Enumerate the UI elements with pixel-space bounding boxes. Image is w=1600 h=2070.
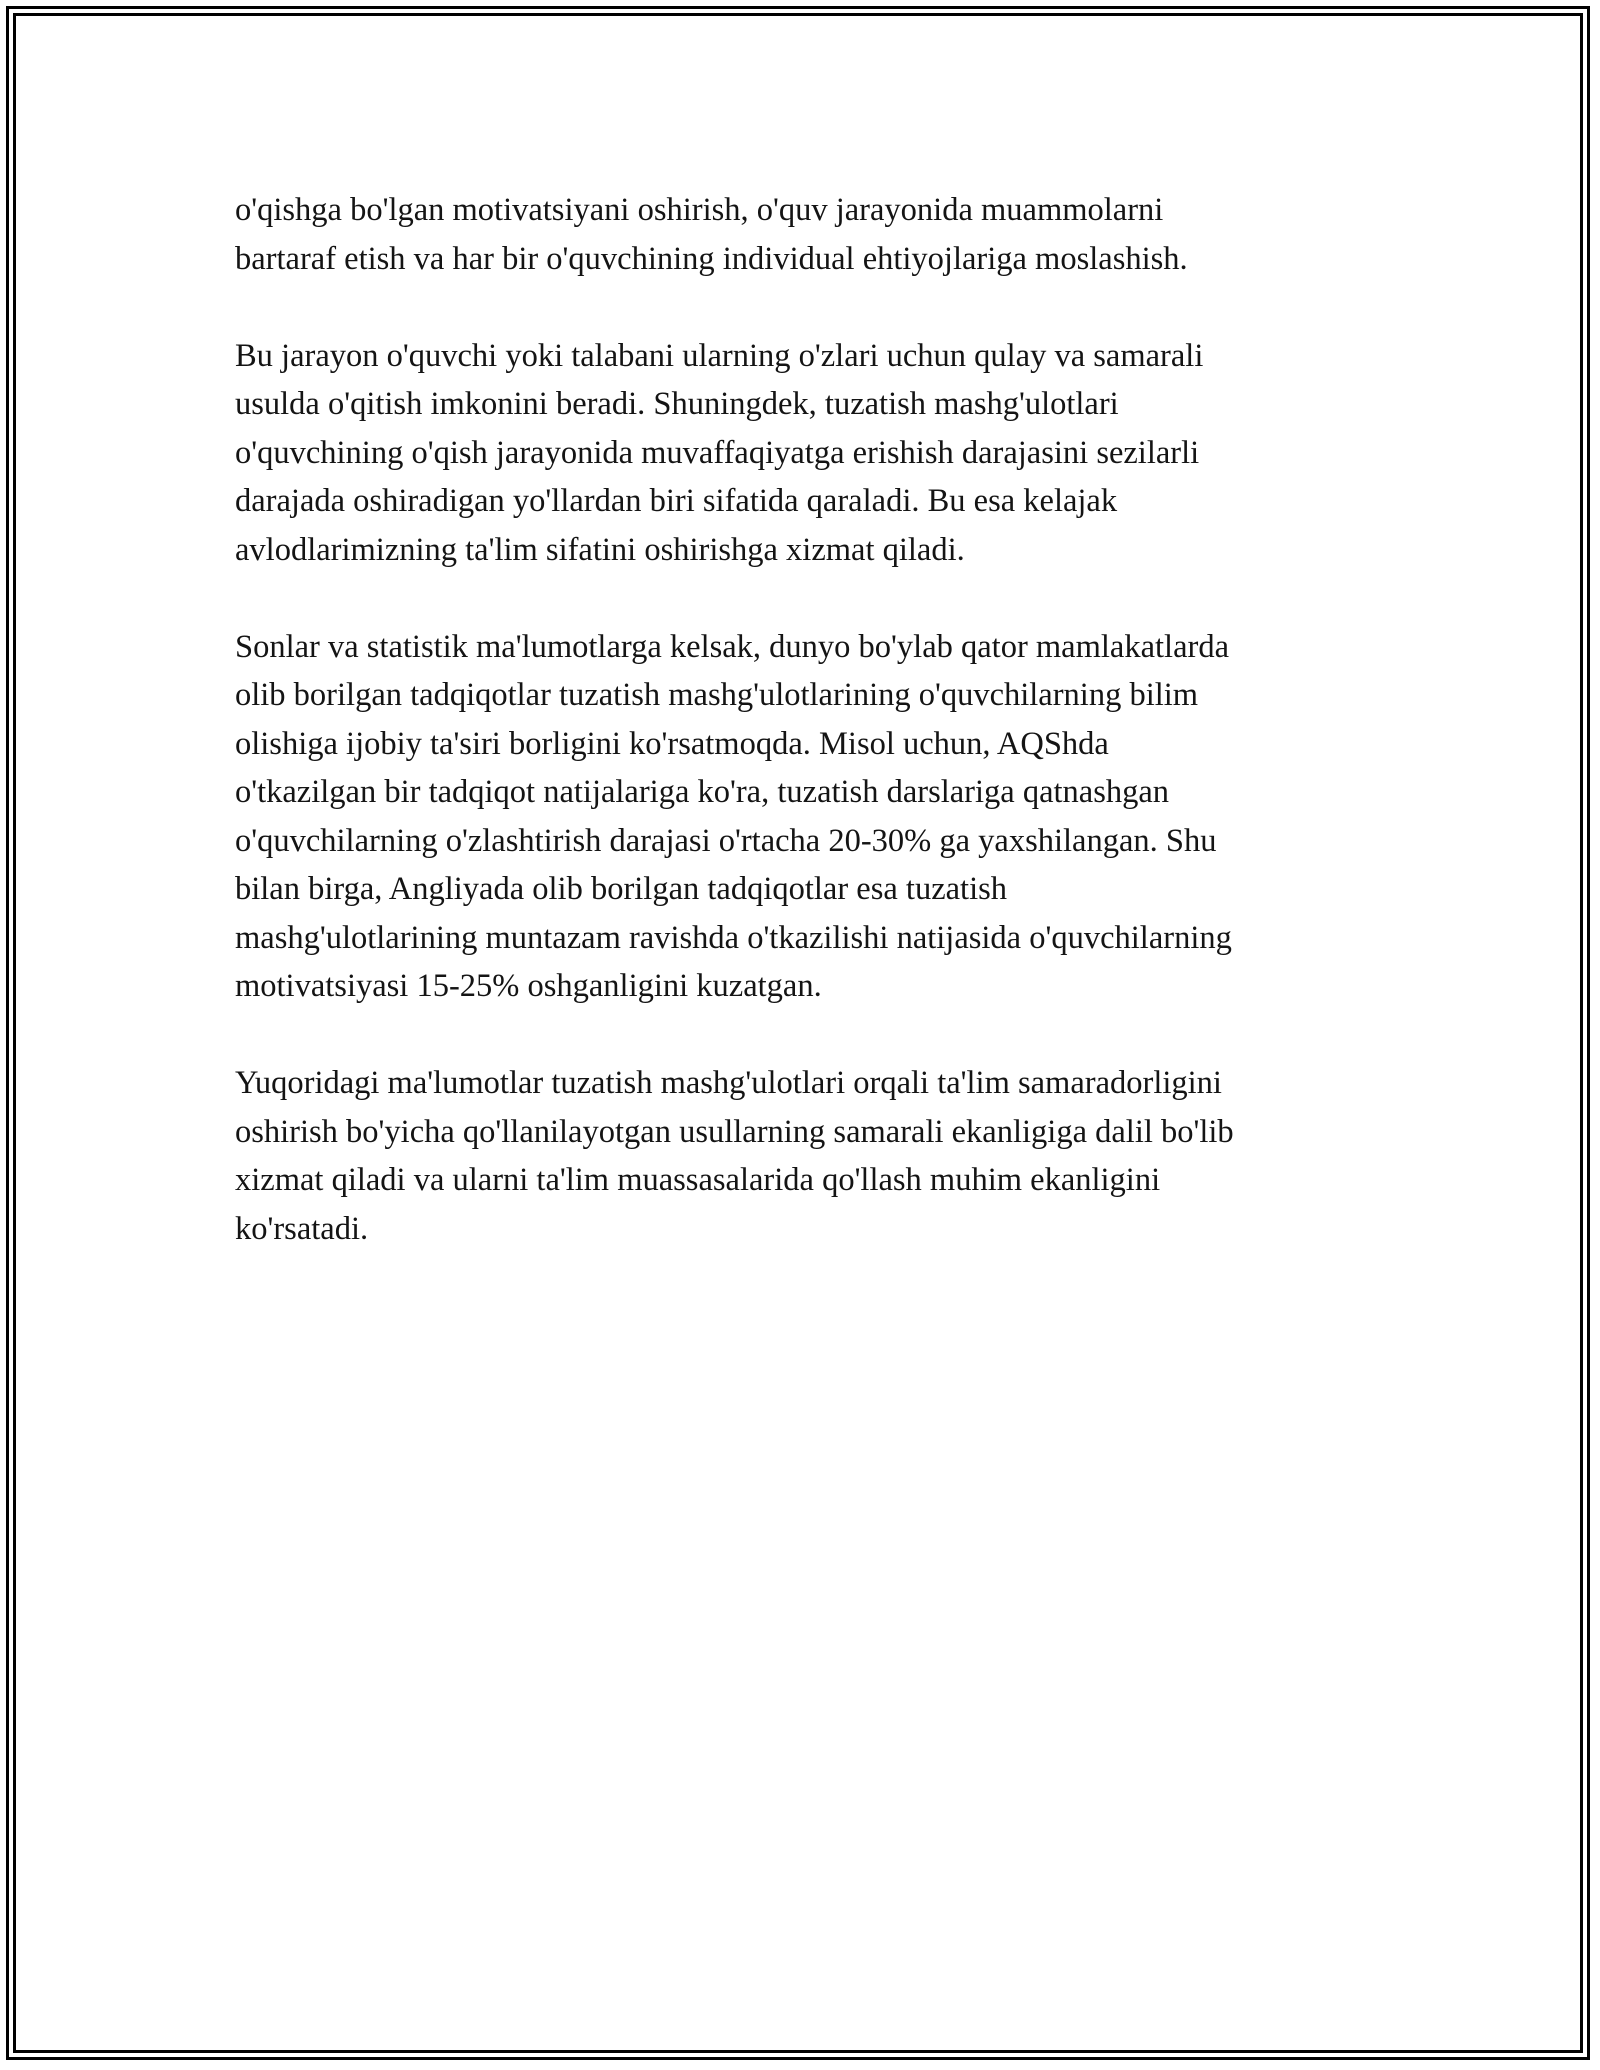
- text-line: Yuqoridagi ma'lumotlar tuzatish mashg'ulotlari orqali ta'lim samaradorligini: [235, 1065, 1222, 1101]
- text-line: o'qishga bo'lgan motivatsiyani oshirish, o'quv jarayonida muammolarni: [235, 192, 1164, 228]
- text-line: darajada oshiradigan yo'llardan biri sifatida qaraladi. Bu esa kelajak: [235, 483, 1118, 519]
- text-line: oshirish bo'yicha qo'llanilayotgan usullarning samarali ekanligiga dalil bo'lib: [235, 1113, 1234, 1150]
- text-line: olib borilgan tadqiqotlar tuzatish mashg'ulotlarining o'quvchilarning bilim: [235, 677, 1199, 713]
- text-line: motivatsiyasi 15-25% oshganligini kuzatgan.: [235, 968, 822, 1004]
- text-line: olishiga ijobiy ta'siri borligini ko'rsatmoqda. Misol uchun, AQShda: [235, 725, 1109, 762]
- paragraph-2: [235, 332, 1375, 575]
- paragraph-3: [235, 623, 1375, 1011]
- text-line: bilan birga, Angliyada olib borilgan tadqiqotlar esa tuzatish: [235, 871, 1008, 907]
- document-body: [235, 186, 1375, 1302]
- text-line: bartaraf etish va har bir o'quvchining individual ehtiyojlariga moslashish.: [235, 240, 1188, 277]
- paragraph-1: [235, 186, 1375, 283]
- text-line: o'tkazilgan bir tadqiqot natijalariga ko'ra, tuzatish darslariga qatnashgan: [235, 774, 1170, 810]
- text-line: o'quvchilarning o'zlashtirish darajasi o'rtacha 20-30% ga yaxshilangan. Shu: [235, 822, 1217, 859]
- text-line: Bu jarayon o'quvchi yoki talabani ularning o'zlari uchun qulay va samarali: [235, 337, 1204, 374]
- paragraph-4: [235, 1059, 1375, 1253]
- text-line: avlodlarimizning ta'lim sifatini oshirishga xizmat qiladi.: [235, 531, 965, 568]
- text-line: usulda o'qitish imkonini beradi. Shuningdek, tuzatish mashg'ulotlari: [235, 386, 1119, 422]
- text-line: ko'rsatadi.: [235, 1210, 369, 1247]
- text-line: mashg'ulotlarining muntazam ravishda o'tkazilishi natijasida o'quvchilarning: [235, 919, 1232, 956]
- text-line: o'quvchining o'qish jarayonida muvaffaqiyatga erishish darajasini sezilarli: [235, 434, 1200, 471]
- text-line: Sonlar va statistik ma'lumotlarga kelsak, dunyo bo'ylab qator mamlakatlarda: [235, 628, 1229, 665]
- text-line: xizmat qiladi va ularni ta'lim muassasalarida qo'llash muhim ekanligini: [235, 1162, 1161, 1198]
